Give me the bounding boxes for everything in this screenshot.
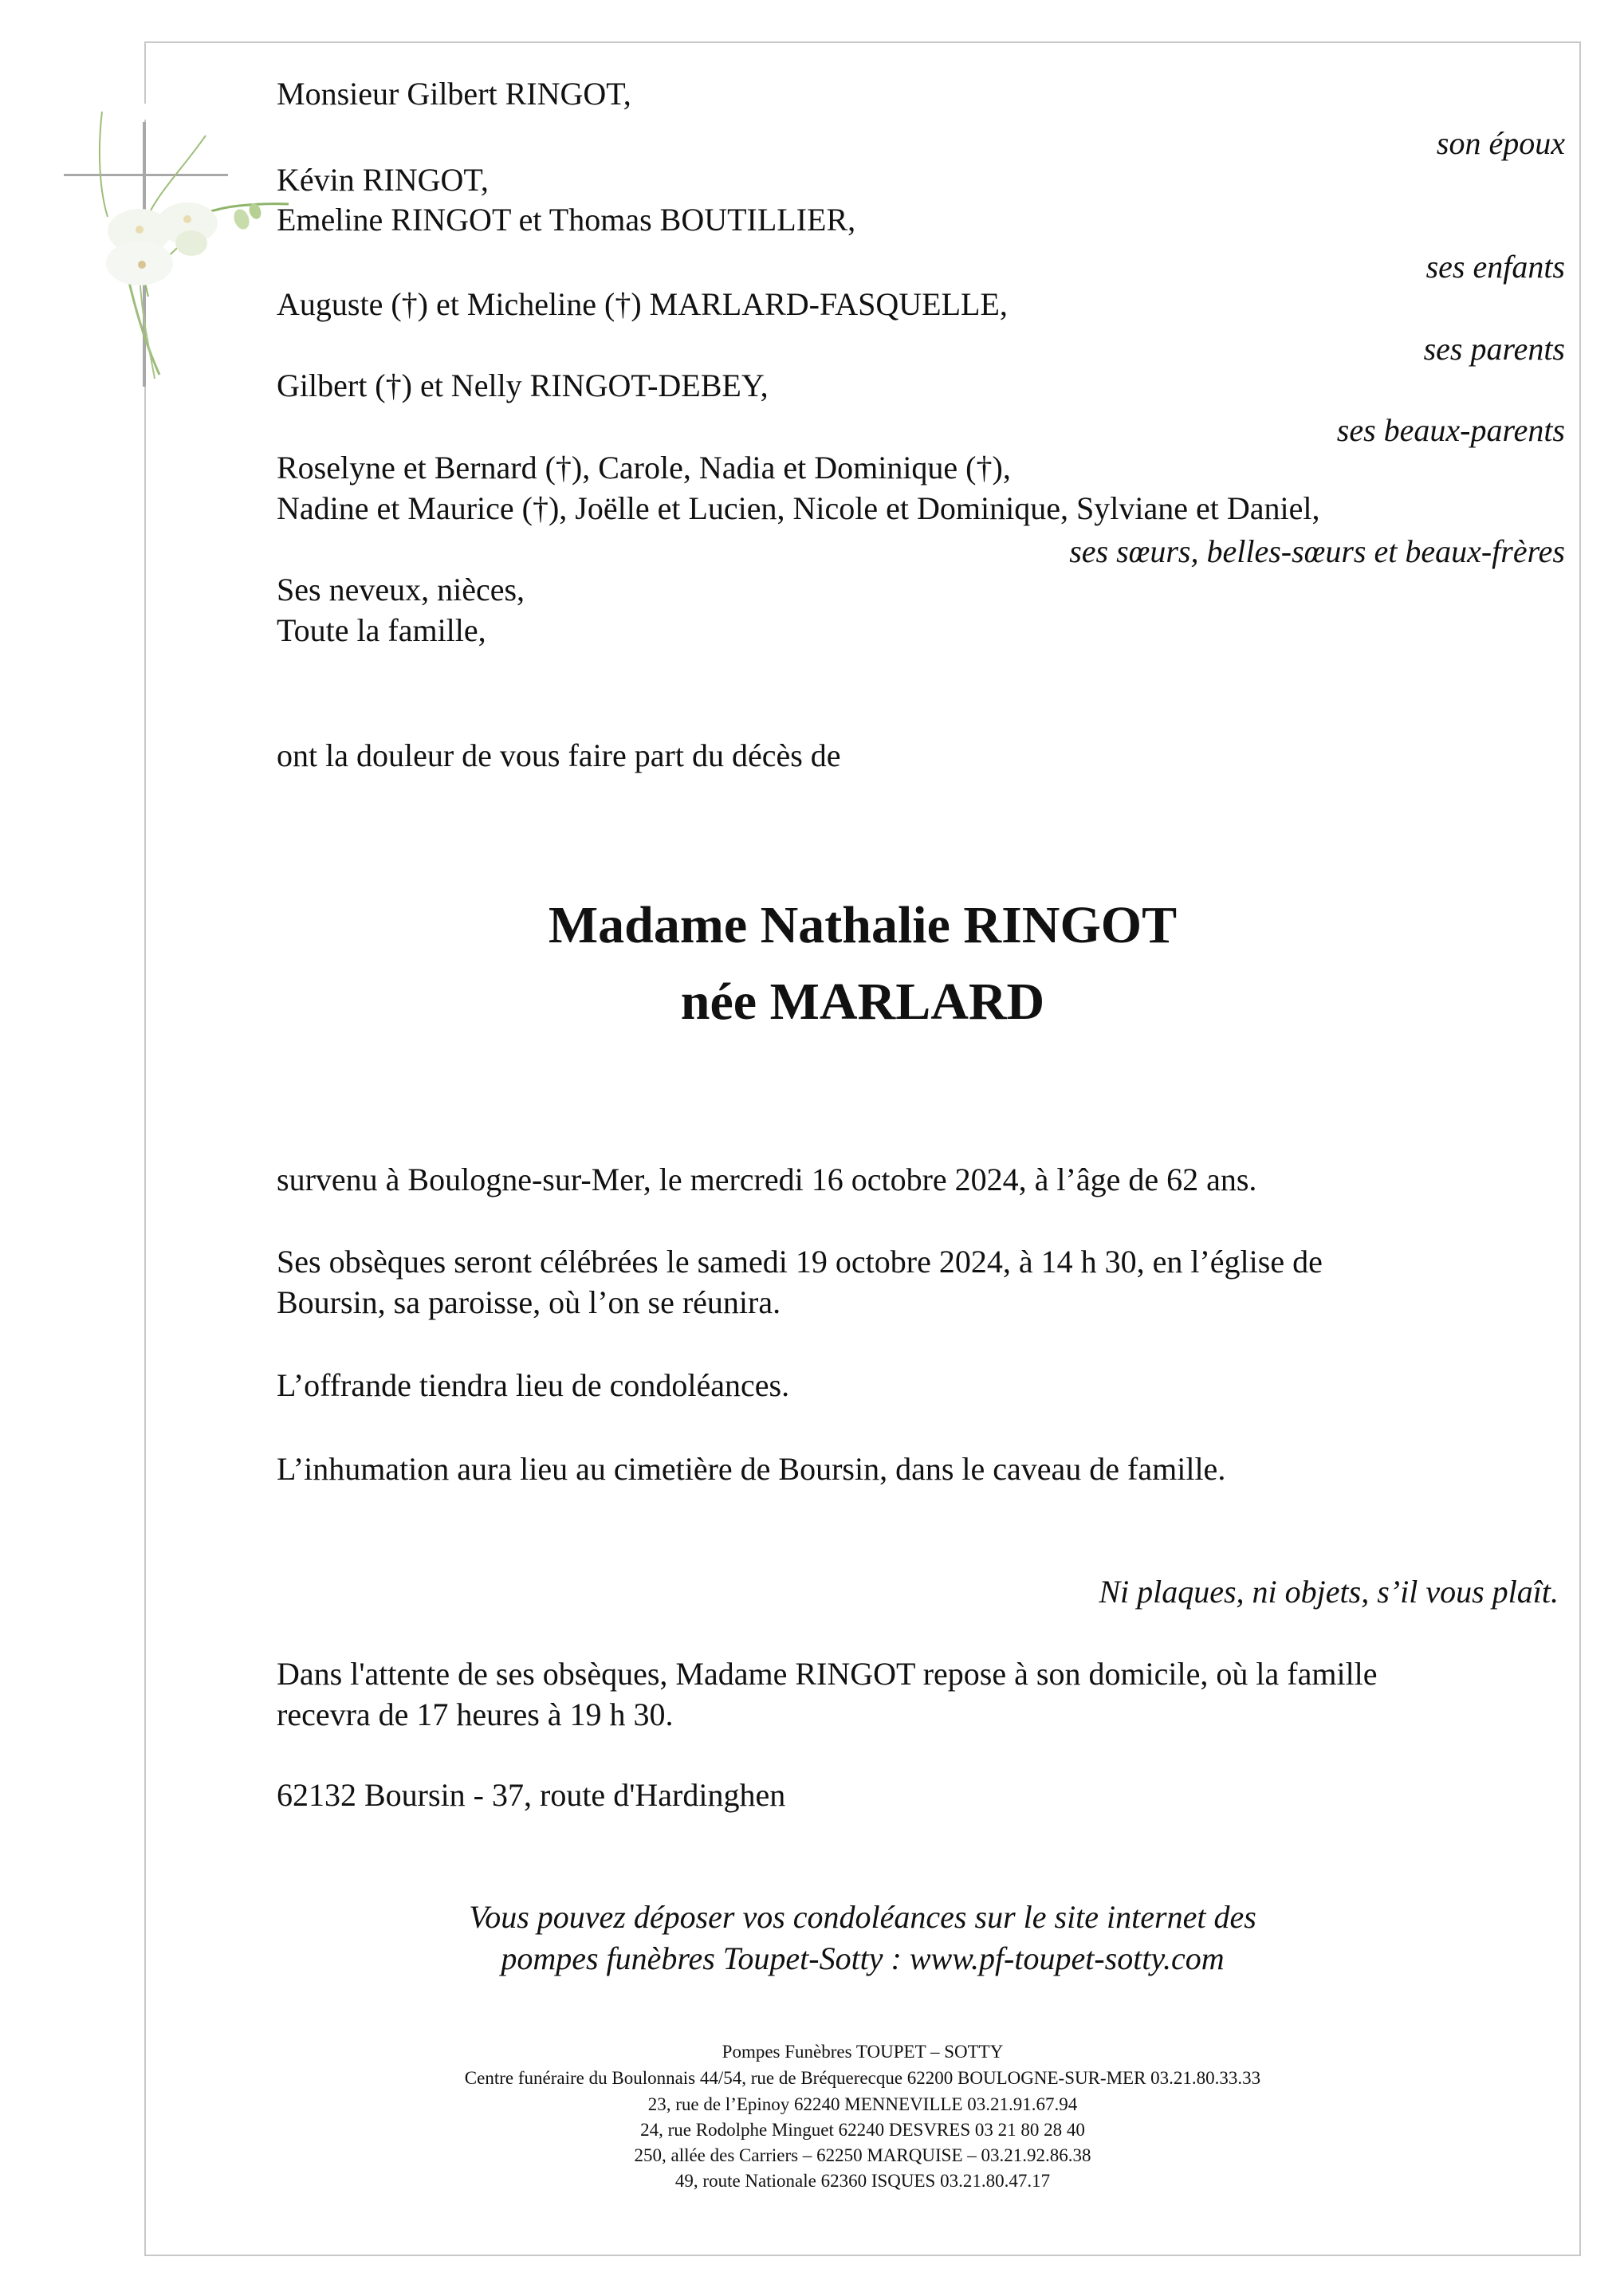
footer-address: 49, route Nationale 62360 ISQUES 03.21.80.47.17 (674, 2171, 1051, 2191)
deceased-maiden-name: née MARLARD (680, 973, 1045, 1031)
death-details: survenu à Boulogne-sur-Mer, le mercredi 16 octobre 2024, à l’âge de 62 ans. (277, 1162, 1257, 1197)
wake-line: recevra de 17 heures à 19 h 30. (277, 1696, 674, 1732)
others-line: Ses neveux, nièces, (277, 572, 525, 607)
offering-note: L’offrande tiendra lieu de condoléances. (277, 1367, 790, 1403)
child-line: Emeline RINGOT et Thomas BOUTILLIER, (277, 202, 856, 238)
siblings-line: Roselyne et Bernard (†), Carole, Nadia et Dominique (†), (277, 450, 1011, 486)
burial-note: L’inhumation aura lieu au cimetière de Boursin, dans le caveau de famille. (277, 1451, 1226, 1487)
inlaws-line: Gilbert (†) et Nelly RINGOT-DEBEY, (277, 368, 769, 403)
wake-line: Dans l'attente de ses obsèques, Madame RINGOT repose à son domicile, où la famille (277, 1656, 1378, 1692)
footer-address: Centre funéraire du Boulonnais 44/54, rue de Bréquerecque 62200 BOULOGNE-SUR-MER 03.21.80.33.33 (464, 2068, 1261, 2088)
condolences-line: pompes funèbres Toupet-Sotty : www.pf-toupet-sotty.com (501, 1940, 1225, 1976)
others-line: Toute la famille, (277, 612, 486, 648)
footer-address: 250, allée des Carriers – 62250 MARQUISE – 03.21.92.86.38 (634, 2145, 1091, 2165)
home-address: 62132 Boursin - 37, route d'Hardinghen (277, 1777, 786, 1813)
parents-line: Auguste (†) et Micheline (†) MARLARD-FASQUELLE, (277, 286, 1008, 322)
condolences-line: Vous pouvez déposer vos condoléances sur le site internet des (469, 1899, 1256, 1935)
footer-address: 24, rue Rodolphe Minguet 62240 DESVRES 03 21 80 28 40 (640, 2120, 1085, 2140)
spouse-role: son époux (1436, 125, 1565, 161)
footer-company: Pompes Funèbres TOUPET – SOTTY (722, 2042, 1004, 2062)
siblings-role: ses sœurs, belles-sœurs et beaux-frères (1069, 533, 1565, 569)
announcement: ont la douleur de vous faire part du décès de (277, 737, 841, 773)
parents-role: ses parents (1423, 331, 1565, 367)
funeral-line: Boursin, sa paroisse, où l’on se réunira. (277, 1284, 781, 1320)
request-note: Ni plaques, ni objets, s’il vous plaît. (1099, 1574, 1559, 1610)
spouse-name: Monsieur Gilbert RINGOT, (277, 76, 631, 112)
child-line: Kévin RINGOT, (277, 162, 489, 198)
children-role: ses enfants (1425, 249, 1565, 285)
siblings-line: Nadine et Maurice (†), Joëlle et Lucien, Nicole et Dominique, Sylviane et Daniel, (277, 490, 1320, 526)
footer-address: 23, rue de l’Epinoy 62240 MENNEVILLE 03.21.91.67.94 (647, 2094, 1078, 2114)
funeral-line: Ses obsèques seront célébrées le samedi 19 octobre 2024, à 14 h 30, en l’église de (277, 1244, 1323, 1280)
inlaws-role: ses beaux-parents (1336, 412, 1565, 448)
deceased-name: Madame Nathalie RINGOT (548, 896, 1178, 954)
